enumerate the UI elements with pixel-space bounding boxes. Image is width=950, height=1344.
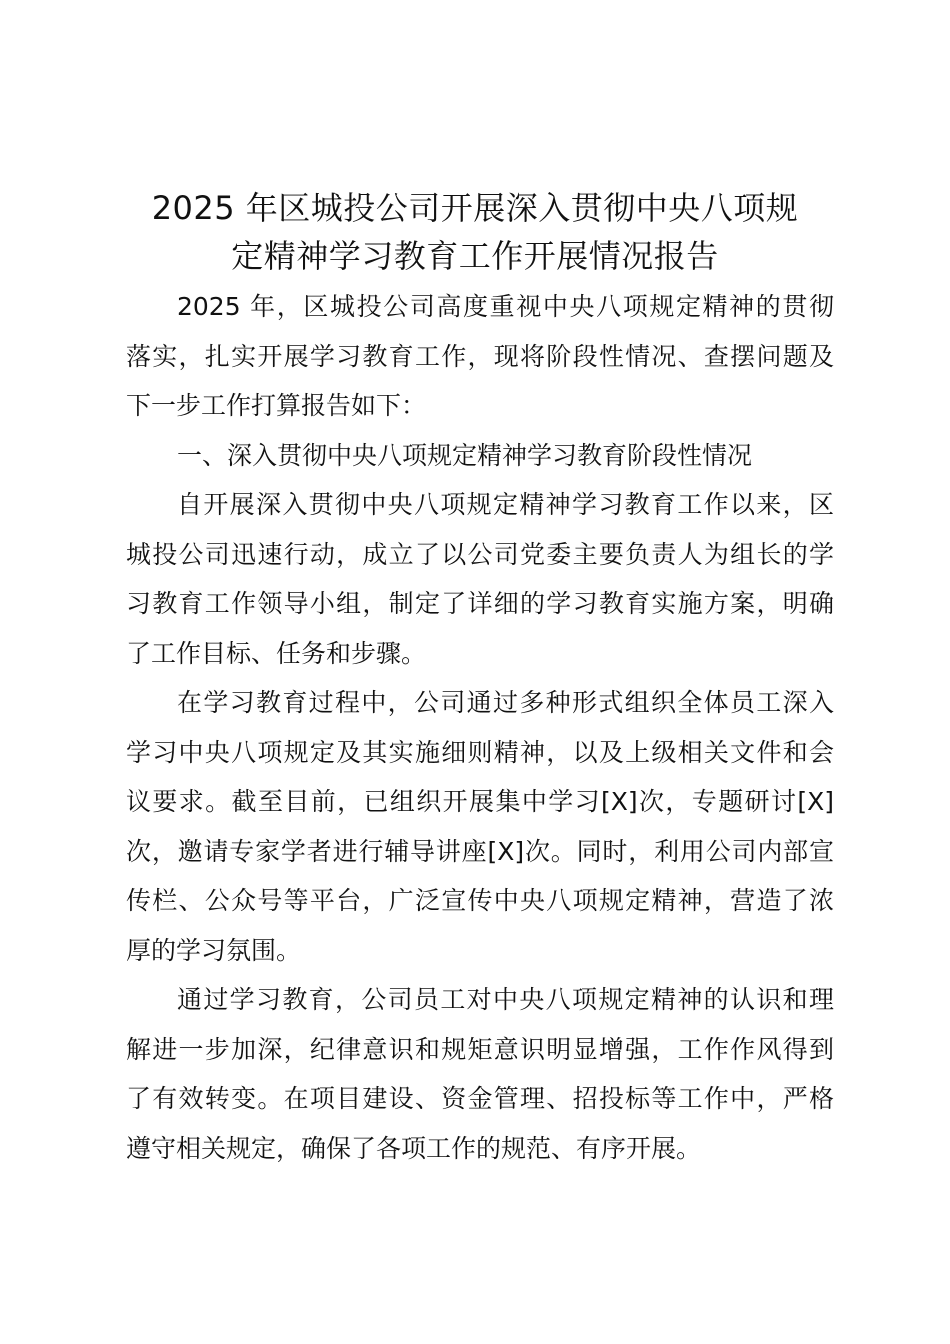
section-heading-text: 一、深入贯彻中央八项规定精神学习教育阶段性情况 (177, 440, 753, 470)
paragraph-line: 习教育工作领导小组，制定了详细的学习教育实施方案，明确 (126, 589, 834, 618)
paragraph-line: 传栏、公众号等平台，广泛宣传中央八项规定精神，营造了浓 (126, 886, 834, 915)
paragraph-line: 解进一步加深，纪律意识和规矩意识明显增强，工作作风得到 (126, 1034, 834, 1064)
paragraph-line: 议要求。截至目前，已组织开展集中学习[X]次，专题研讨[X] (126, 787, 834, 816)
intro-paragraph (126, 282, 834, 431)
paragraph-line: 遵守相关规定，确保了各项工作的规范、有序开展。 (126, 1133, 702, 1163)
section-heading (126, 431, 834, 481)
title-line: 定精神学习教育工作开展情况报告 (231, 237, 719, 275)
paragraph-line: 下一步工作打算报告如下： (126, 391, 427, 420)
body-paragraph (126, 678, 834, 975)
paragraph-line: 落实，扎实开展学习教育工作，现将阶段性情况、查摆问题及 (126, 341, 834, 371)
body-paragraph (126, 480, 834, 678)
paragraph-line: 厚的学习氛围。 (126, 935, 302, 965)
paragraph-line: 了工作目标、任务和步骤。 (126, 638, 427, 668)
paragraph-line: 2025 年，区城投公司高度重视中央八项规定精神的贯彻 (177, 292, 834, 321)
paragraph-line: 通过学习教育，公司员工对中央八项规定精神的认识和理 (177, 985, 834, 1014)
title-line: 2025 年区城投公司开展深入贯彻中央八项规 (151, 189, 799, 227)
document-body (126, 282, 834, 1173)
paragraph-line: 了有效转变。在项目建设、资金管理、招投标等工作中，严格 (126, 1084, 834, 1113)
paragraph-line: 自开展深入贯彻中央八项规定精神学习教育工作以来，区 (177, 490, 834, 519)
paragraph-line: 在学习教育过程中，公司通过多种形式组织全体员工深入 (177, 688, 834, 717)
paragraph-line: 次，邀请专家学者进行辅导讲座[X]次。同时，利用公司内部宣 (126, 836, 834, 866)
document-title (60, 184, 890, 280)
paragraph-line: 学习中央八项规定及其实施细则精神，以及上级相关文件和会 (126, 737, 834, 767)
paragraph-line: 城投公司迅速行动，成立了以公司党委主要负责人为组长的学 (126, 539, 834, 569)
body-paragraph (126, 975, 834, 1173)
